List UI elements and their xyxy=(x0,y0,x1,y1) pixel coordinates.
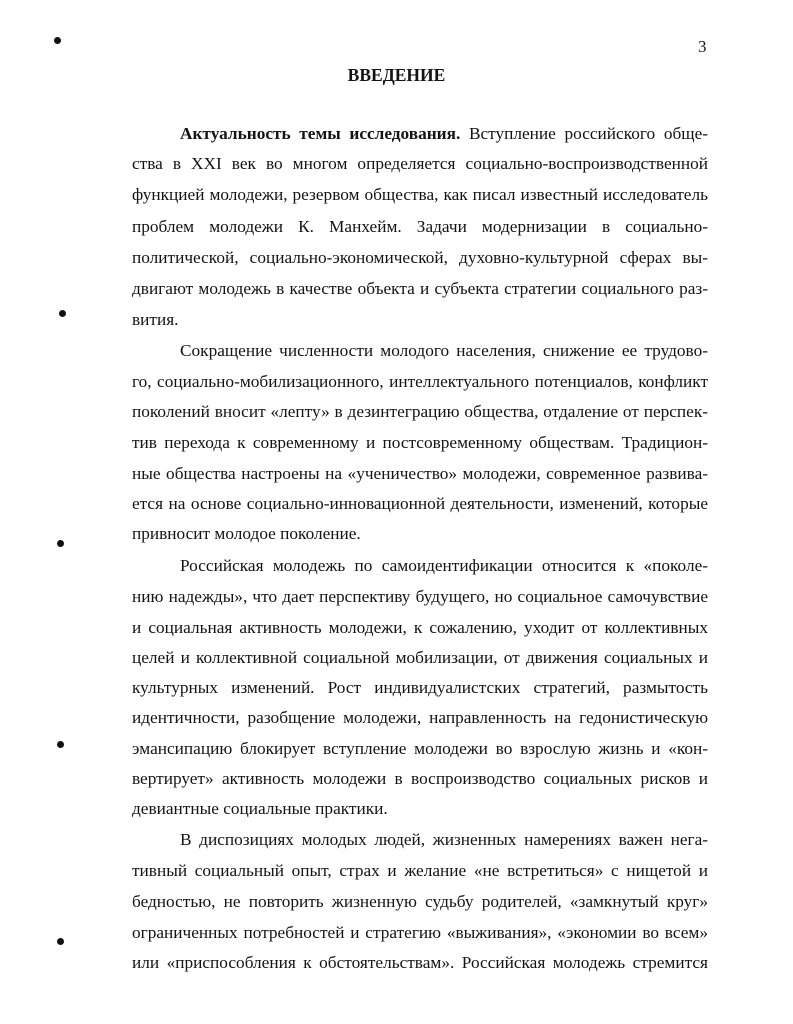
paragraph-line: тивный социальный опыт, страх и желание «не встретиться» с нищетой и xyxy=(132,861,708,880)
paragraph-line: или «приспособления к обстоятельствам». Российская молодежь стремится xyxy=(132,953,708,972)
paragraph-line: целей и коллективной социальной мобилизации, от движения социальных и xyxy=(132,648,708,667)
paragraph-line: культурных изменений. Рост индивидуалистских стратегий, размытость xyxy=(132,678,708,697)
paragraph-line: поколений вносит «лепту» в дезинтеграцию общества, отдаление от перспек- xyxy=(132,402,708,421)
binding-hole-mark xyxy=(59,310,66,317)
paragraph-line: политической, социально-экономической, духовно-культурной сферах вы- xyxy=(132,248,708,267)
binding-hole-mark xyxy=(57,938,64,945)
paragraph-line: ства в XXI век во многом определяется социально-воспроизводственной xyxy=(132,154,708,173)
paragraph-line: девиантные социальные практики. xyxy=(132,799,388,818)
paragraph-line: тив перехода к современному и постсовременному обществам. Традицион- xyxy=(132,433,708,452)
paragraph-line: и социальная активность молодежи, к сожалению, уходит от коллективных xyxy=(132,618,708,637)
paragraph-line: нию надежды», что дает перспективу будущего, но социальное самочувствие xyxy=(132,587,708,606)
paragraph-line: функцией молодежи, резервом общества, как писал известный исследователь xyxy=(132,185,708,204)
binding-hole-mark xyxy=(57,540,64,547)
paragraph-line: ные общества настроены на «ученичество» молодежи, современное развива- xyxy=(132,464,708,483)
paragraph-line: вития. xyxy=(132,310,179,329)
page-title: ВВЕДЕНИЕ xyxy=(347,65,446,85)
binding-hole-mark xyxy=(54,37,61,44)
paragraph-line: Актуальность темы исследования. Вступление российского обще- xyxy=(180,124,708,143)
paragraph-line: привносит молодое поколение. xyxy=(132,524,361,543)
paragraph-line: вертирует» активность молодежи в воспроизводство социальных рисков и xyxy=(132,769,708,788)
paragraph-line: ограниченных потребностей и стратегию «выживания», «экономии во всем» xyxy=(132,923,708,942)
paragraph-line: Российская молодежь по самоидентификации относится к «поколе- xyxy=(180,556,708,575)
paragraph-line: В диспозициях молодых людей, жизненных намерениях важен нега- xyxy=(180,830,708,849)
paragraph-line: проблем молодежи К. Манхейм. Задачи модернизации в социально- xyxy=(132,217,708,236)
section-lead: Актуальность темы исследования. xyxy=(180,124,461,143)
page-number: 3 xyxy=(698,37,707,56)
paragraph-line: Сокращение численности молодого населения, снижение ее трудово- xyxy=(180,341,708,360)
paragraph-line: идентичности, разобщение молодежи, направленность на гедонистическую xyxy=(132,708,708,727)
paragraph-line: бедностью, не повторить жизненную судьбу родителей, «замкнутый круг» xyxy=(132,892,708,911)
paragraph-line: ется на основе социально-инновационной деятельности, изменений, которые xyxy=(132,494,708,513)
binding-hole-mark xyxy=(57,741,64,748)
paragraph-line: эмансипацию блокирует вступление молодежи во взрослую жизнь и «кон- xyxy=(132,739,708,758)
paragraph-line: двигают молодежь в качестве объекта и субъекта стратегии социального раз- xyxy=(132,279,708,298)
paragraph-line: го, социально-мобилизационного, интеллектуального потенциалов, конфликт xyxy=(132,372,708,391)
